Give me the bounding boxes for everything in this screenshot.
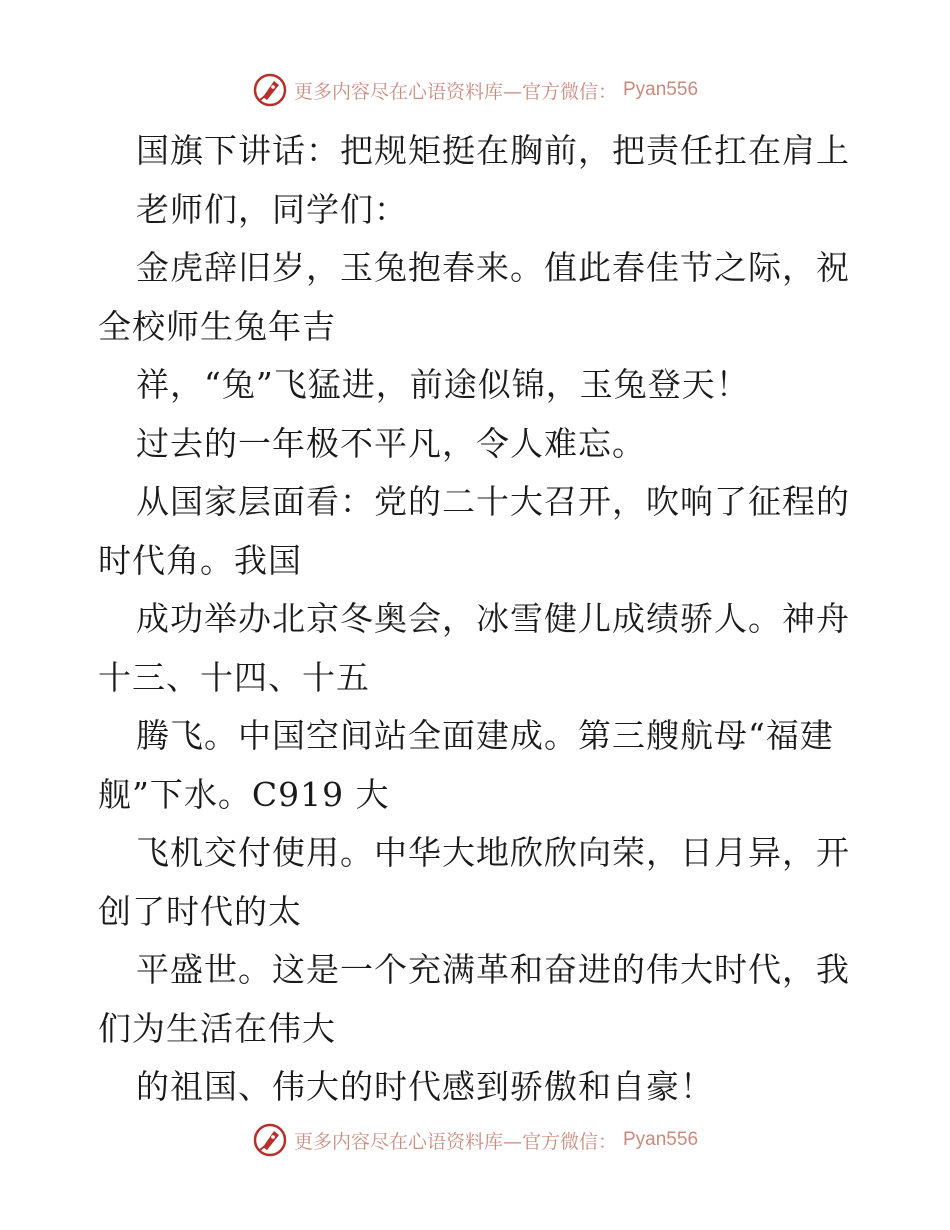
paragraph-line: 创了时代的太	[98, 891, 302, 931]
pen-nib-logo-icon	[252, 1122, 288, 1158]
header-banner	[0, 70, 950, 110]
pen-nib-logo-icon	[252, 72, 288, 108]
paragraph-line: 飞机交付使用。中华大地欣欣向荣，日月异，开	[136, 833, 850, 872]
paragraph-line: 舰”下水。C919 大	[98, 774, 390, 814]
footer-banner	[0, 1120, 950, 1160]
paragraph-line: 时代角。我国	[98, 540, 302, 580]
paragraph-line: 十三、十四、十五	[98, 657, 370, 697]
paragraph-line: 平盛世。这是一个充满革和奋进的伟大时代，我	[136, 950, 850, 989]
paragraph-line: 腾飞。中国空间站全面建成。第三艘航母“福建	[136, 716, 834, 755]
banner-wechat-id: Pyan556	[623, 1129, 699, 1150]
paragraph-line: 成功举办北京冬奥会，冰雪健儿成绩骄人。神舟	[136, 599, 850, 638]
paragraph-line: 金虎辞旧岁，玉兔抱春来。值此春佳节之际，祝	[136, 248, 850, 287]
paragraph-line: 过去的一年极不平凡，令人难忘。	[136, 423, 646, 463]
banner-wechat-id: Pyan556	[623, 79, 699, 100]
document-title: 国旗下讲话：把规矩挺在胸前，把责任扛在肩上	[136, 131, 850, 170]
paragraph-line: 的祖国、伟大的时代感到骄傲和自豪！	[136, 1067, 714, 1106]
paragraph-line: 全校师生兔年吉	[98, 306, 336, 346]
document-body	[98, 122, 858, 1117]
paragraph-line: 们为生活在伟大	[98, 1008, 336, 1048]
paragraph-line: 从国家层面看：党的二十大召开，吹响了征程的	[136, 482, 850, 521]
banner-text: 更多内容尽在心语资料库—官方微信：	[293, 1130, 617, 1153]
banner-text: 更多内容尽在心语资料库—官方微信：	[293, 80, 617, 103]
salutation: 老师们，同学们：	[136, 189, 408, 229]
paragraph-line: 祥，“兔”飞猛进，前途似锦，玉兔登天！	[136, 365, 750, 404]
